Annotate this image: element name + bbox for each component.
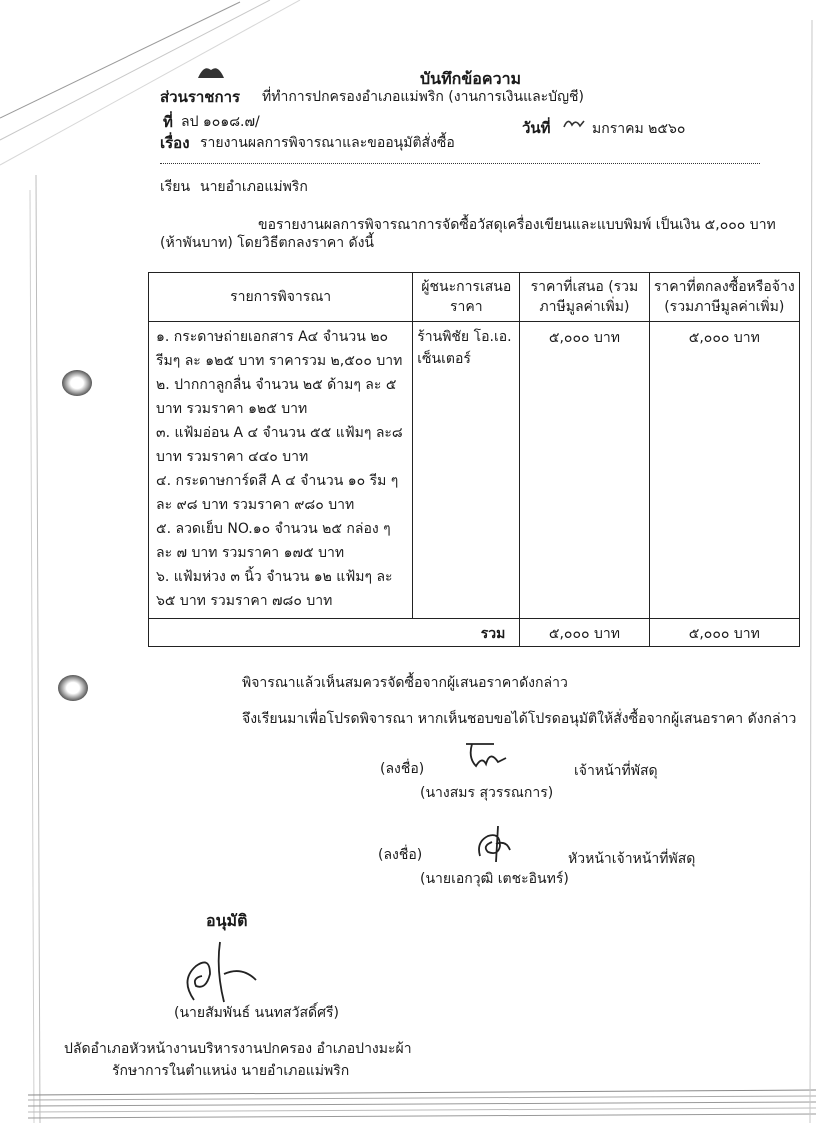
salutation-value: นายอำเภอแม่พริก (200, 179, 308, 195)
column-header-winner: ผู้ชนะการเสนอราคา (413, 273, 520, 322)
signature-2-icon (470, 822, 520, 866)
salutation-label: เรียน (160, 179, 191, 195)
signature-2-prefix: (ลงชื่อ) (378, 847, 423, 863)
date-label: วันที่ (522, 119, 551, 137)
column-header-agreed: ราคาที่ตกลงซื้อหรือจ้าง (รวมภาษีมูลค่าเพิ่ม) (649, 273, 799, 322)
approval-name: (นายสัมพันธ์ นนทสวัสดิ์ศรี) (174, 1005, 339, 1021)
table-header-row (149, 273, 800, 322)
subject-value: รายงานผลการพิจารณาและขออนุมัติสั่งซื้อ (200, 135, 455, 151)
subject-label: เรื่อง (160, 134, 190, 152)
body-paragraph-1-line-2: (ห้าพันบาท) โดยวิธีตกลงราคา ดังนี้ (160, 235, 374, 251)
memo-title: บันทึกข้อความ (420, 69, 522, 88)
punch-hole-top (62, 370, 92, 396)
signature-2-name: (นายเอกวุฒิ เตชะอินทร์) (420, 871, 569, 887)
punch-hole-bottom (58, 675, 88, 701)
ref-value: ลป ๑๐๑๘.๗/ (181, 114, 260, 130)
total-row (149, 619, 800, 647)
body-paragraph-2: พิจารณาแล้วเห็นสมควรจัดซื้อจากผู้เสนอราคาดังกล่าว (242, 675, 568, 691)
signature-1-position: เจ้าหน้าที่พัสดุ (574, 763, 658, 779)
total-offered-cell: ๕,๐๐๐ บาท (520, 619, 649, 647)
column-header-item: รายการพิจารณา (149, 273, 413, 322)
date-handwriting-icon (562, 115, 586, 131)
list-item: ๒. ปากกาลูกลื่น จำนวน ๒๕ ด้ามๆ ละ ๕ บาท รวมราคา ๑๒๕ บาท (156, 377, 397, 417)
signature-1-icon (460, 738, 510, 772)
signature-1-prefix: (ลงชื่อ) (380, 761, 425, 777)
ref-label: ที่ (163, 113, 173, 131)
total-agreed-cell: ๕,๐๐๐ บาท (649, 619, 799, 647)
winner-cell: ร้านพิชัย โอ.เอ. เซ็นเตอร์ (413, 322, 520, 619)
agreed-price-cell: ๕,๐๐๐ บาท (649, 322, 799, 619)
table-row (149, 322, 800, 619)
list-item: ๔. กระดาษการ์ดสี A ๔ จำนวน ๑๐ รีม ๆ ละ ๙๘ บาท รวมราคา ๙๘๐ บาท (156, 473, 399, 513)
list-item: ๓. แฟ้มอ่อน A ๔ จำนวน ๕๕ แฟ้มๆ ละ๘ บาท รวมราคา ๔๔๐ บาท (156, 425, 403, 465)
approval-signature-icon (176, 940, 266, 1006)
dept-label: ส่วนราชการ (160, 88, 241, 106)
body-paragraph-1-line-1: ขอรายงานผลการพิจารณาการจัดซื้อวัสดุเครื่องเขียนและแบบพิมพ์ เป็นเงิน ๕,๐๐๐ บาท (258, 217, 776, 233)
list-item: ๕. ลวดเย็บ NO.๑๐ จำนวน ๒๕ กล่อง ๆ ละ ๗ บาท รวมราคา ๑๗๕ บาท (156, 521, 391, 561)
date-value: มกราคม ๒๕๖๐ (592, 121, 686, 137)
column-header-offered: ราคาที่เสนอ (รวมภาษีมูลค่าเพิ่ม) (520, 273, 649, 322)
list-item: ๑. กระดาษถ่ายเอกสาร A๔ จำนวน ๒๐ รีมๆ ละ ๑๒๕ บาท ราคารวม ๒,๕๐๐ บาท (156, 329, 403, 369)
approval-position-line-2: รักษาการในตำแหน่ง นายอำเภอแม่พริก (112, 1063, 350, 1079)
list-item: ๖. แฟ้มห่วง ๓ นิ้ว จำนวน ๑๒ แฟ้มๆ ละ ๖๕ บาท รวมราคา ๗๘๐ บาท (156, 569, 393, 609)
signature-2-position: หัวหน้าเจ้าหน้าที่พัสดุ (568, 851, 696, 867)
offered-price-cell: ๕,๐๐๐ บาท (520, 322, 649, 619)
signature-1-name: (นางสมร สุวรรณการ) (420, 785, 554, 801)
consideration-table (148, 272, 800, 647)
items-cell (149, 322, 413, 619)
approval-position-line-1: ปลัดอำเภอหัวหน้างานบริหารงานปกครอง อำเภอปางมะผ้า (64, 1041, 412, 1057)
garuda-emblem-icon (196, 60, 226, 82)
total-label-cell: รวม (149, 619, 520, 647)
approval-label: อนุมัติ (206, 911, 248, 930)
dept-value: ที่ทำการปกครองอำเภอแม่พริก (งานการเงินและบัญชี) (262, 89, 584, 105)
header-divider (160, 163, 760, 164)
body-paragraph-3: จึงเรียนมาเพื่อโปรดพิจารณา หากเห็นชอบขอได้โปรดอนุมัติให้สั่งซื้อจากผู้เสนอราคา ดังกล่าว (242, 711, 797, 727)
